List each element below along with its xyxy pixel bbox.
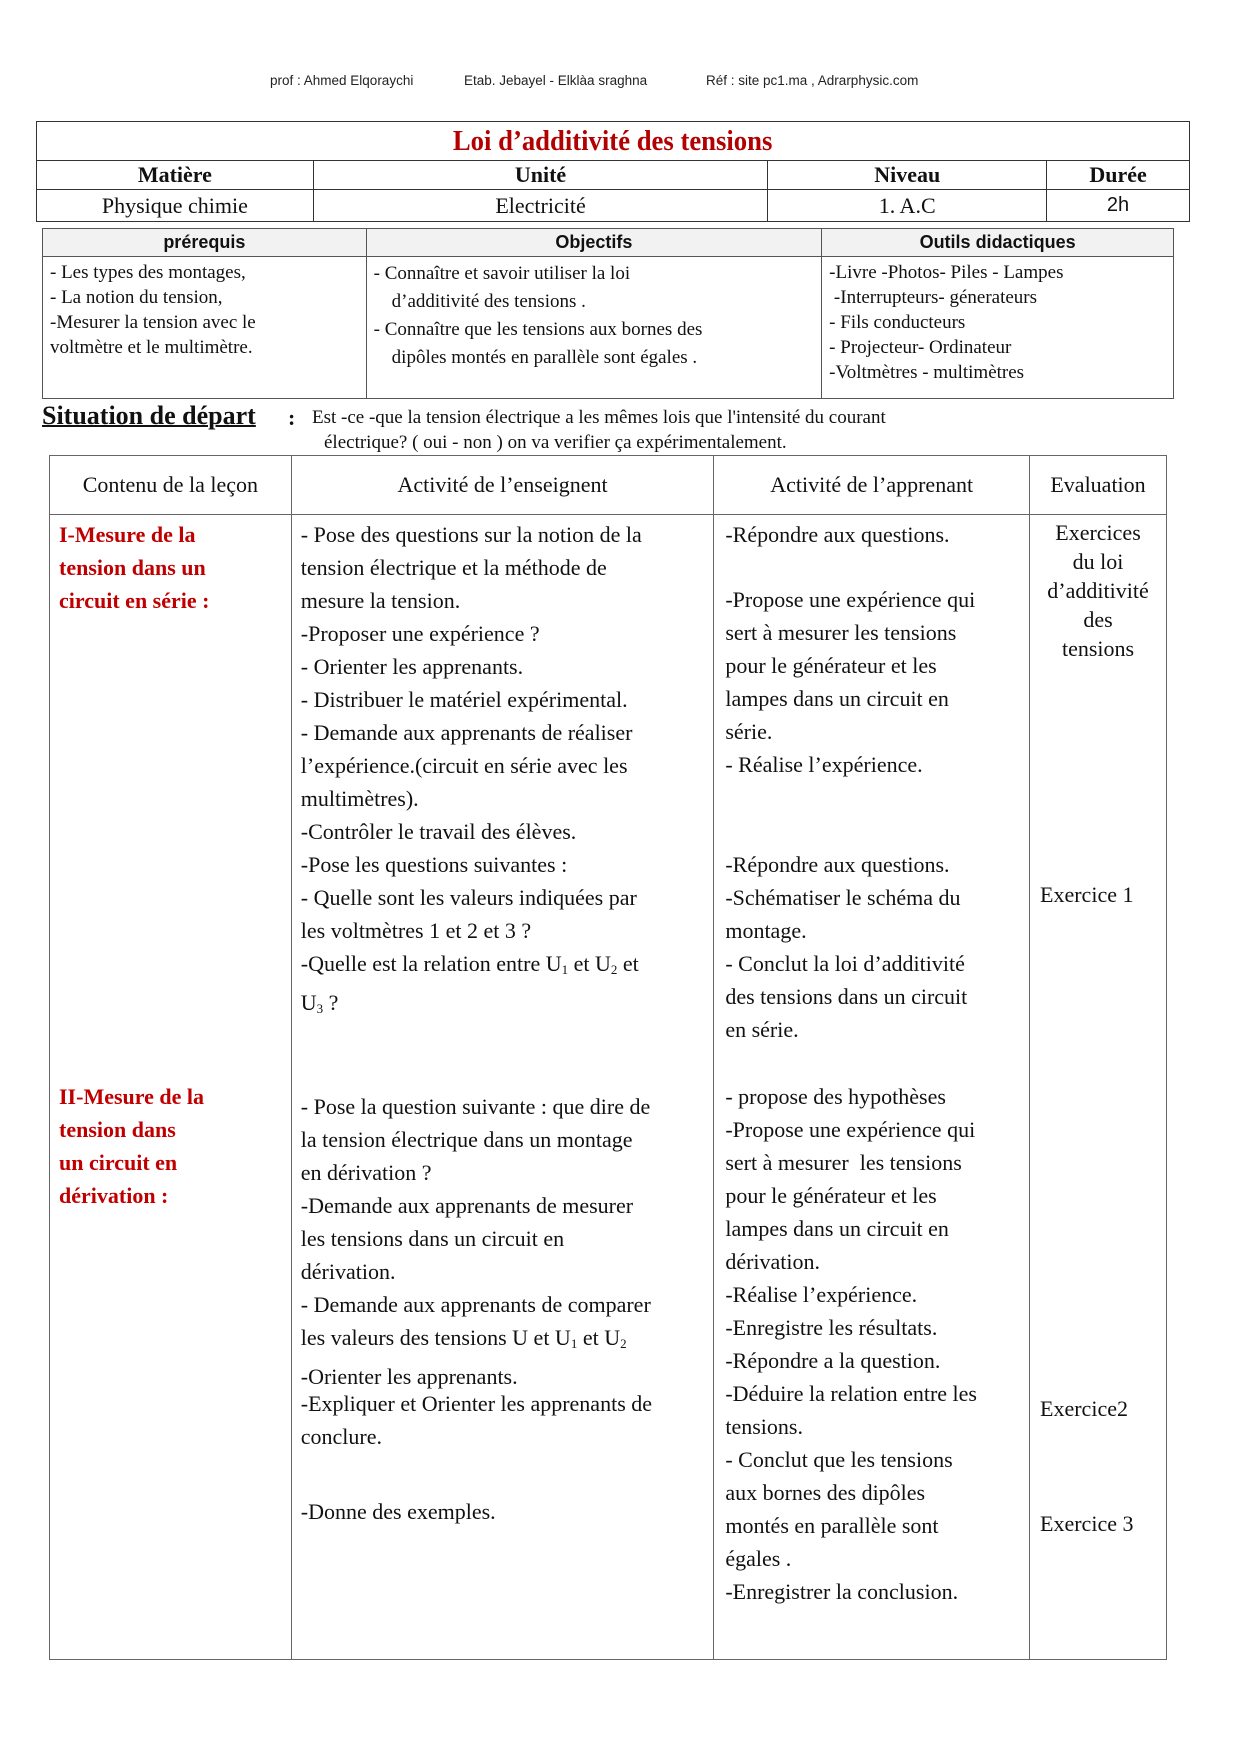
outil-item: - Projecteur- Ordinateur [829, 337, 1012, 358]
teacher-line: - Pose la question suivante : que dire de [300, 1094, 651, 1119]
header-prerequis: prérequis [43, 229, 367, 257]
objectif-item: - Connaître et savoir utiliser la loi [373, 263, 631, 284]
learner-line: - Conclut la loi d’additivité [725, 951, 965, 976]
teacher-line: - Pose des questions sur la notion de la [300, 522, 642, 547]
learner-activity-column [714, 515, 1030, 1660]
evaluation-line: d’additivité [1047, 578, 1149, 603]
evaluation-line: Exercices [1055, 520, 1141, 545]
text: -Quelle est la relation entre U [300, 951, 562, 976]
subscript: 3 [316, 1001, 324, 1016]
learner-line: -Réalise l’expérience. [725, 1282, 918, 1307]
content-column [50, 515, 292, 1660]
teacher-line: - Demande aux apprenants de comparer [300, 1292, 651, 1317]
reference-label: Réf : site pc1.ma , Adrarphysic.com [706, 73, 919, 88]
prerequis-item: - Les types des montages, [50, 262, 246, 283]
learner-line: en série. [725, 1017, 799, 1042]
learner-line: -Répondre aux questions. [725, 522, 950, 547]
learner-line: - propose des hypothèses [725, 1084, 946, 1109]
learner-line: -Enregistre les résultats. [725, 1315, 938, 1340]
teacher-activity-block-4 [301, 1495, 714, 1528]
text: et U [577, 1325, 621, 1350]
learner-line: - Conclut que les tensions [725, 1447, 953, 1472]
outils-cell [822, 257, 1174, 399]
learner-line: - Réalise l’expérience. [725, 752, 923, 777]
lesson-table [49, 455, 1167, 1660]
text: les valeurs des tensions U et U [300, 1325, 571, 1350]
teacher-line: tension électrique et la méthode de [300, 555, 607, 580]
course-info-table [36, 121, 1190, 222]
learner-line: -Répondre aux questions. [725, 852, 950, 877]
prerequis-item: voltmètre et le multimètre. [50, 337, 253, 358]
objectif-item: - Connaître que les tensions aux bornes des [373, 319, 703, 340]
evaluation-line: tensions [1061, 636, 1135, 661]
teacher-line: les voltmètres 1 et 2 et 3 ? [300, 918, 532, 943]
teacher-line: - Quelle sont les valeurs indiquées par [300, 885, 637, 910]
learner-line: montés en parallèle sont [725, 1513, 939, 1538]
subscript: 1 [570, 1336, 578, 1351]
outil-item: -Livre -Photos- Piles - Lampes [829, 262, 1064, 283]
teacher-line: -Expliquer et Orienter les apprenants de [300, 1391, 653, 1416]
header-unite: Unité [313, 161, 768, 190]
school-label: Etab. Jebayel - Elklàa sraghna [464, 73, 648, 88]
learner-line: -Schématiser le schéma du [725, 885, 961, 910]
learner-activity-block-2 [725, 848, 1029, 1046]
learner-activity-block-1 [725, 583, 1029, 781]
teacher-line: - Distribuer le matériel expérimental. [300, 687, 628, 712]
compare-line [301, 1321, 714, 1360]
evaluation-intro [1030, 518, 1166, 663]
exercise-3-label: Exercice 3 [1040, 1511, 1134, 1536]
learner-line: dérivation. [725, 1249, 821, 1274]
teacher-line: -Donne des exemples. [300, 1499, 496, 1524]
section-title-line: I-Mesure de la [59, 522, 196, 547]
header-niveau: Niveau [768, 161, 1047, 190]
header-matiere: Matière [37, 161, 314, 190]
teacher-line: -Proposer une expérience ? [300, 621, 540, 646]
section-2-title [59, 1080, 291, 1212]
situation-text-line: Est -ce -que la tension électrique a les mêmes lois que l'intensité du courant [312, 407, 886, 428]
teacher-activity-column [291, 515, 714, 1660]
learner-line: -Propose une expérience qui [725, 587, 976, 612]
header-contenu: Contenu de la leçon [50, 456, 292, 515]
situation-label: Situation de départ [42, 401, 256, 430]
outil-item: -Interrupteurs- génerateurs [829, 287, 1038, 308]
exercise-1-label: Exercice 1 [1040, 882, 1134, 907]
teacher-activity-block-3 [301, 1387, 714, 1453]
subscript: 2 [610, 962, 618, 977]
learner-line: -Enregistrer la conclusion. [725, 1579, 959, 1604]
author-label: prof : Ahmed Elqoraychi [270, 73, 414, 88]
header-objectifs: Objectifs [366, 229, 822, 257]
section-title-line: tension dans un [59, 555, 206, 580]
learner-line: sert à mesurer les tensions [725, 620, 957, 645]
learner-line: série. [725, 719, 773, 744]
lesson-title: Loi d’additivité des tensions [453, 124, 773, 157]
section-title-line: circuit en série : [59, 588, 210, 613]
section-title-line: tension dans [59, 1117, 176, 1142]
header-duree: Durée [1047, 161, 1190, 190]
learner-line: sert à mesurer les tensions [725, 1150, 962, 1175]
teacher-line: -Contrôler le travail des élèves. [300, 819, 577, 844]
objectif-item: d’additivité des tensions . [391, 291, 586, 312]
text: et U [568, 951, 611, 976]
teacher-line: les tensions dans un circuit en [300, 1226, 565, 1251]
prerequis-item: - La notion du tension, [50, 287, 223, 308]
header-activite-enseignant: Activité de l’enseignent [291, 456, 714, 515]
value-unite: Electricité [313, 190, 768, 222]
value-niveau: 1. A.C [768, 190, 1047, 222]
prerequis-item: -Mesurer la tension avec le [50, 312, 256, 333]
header-evaluation: Evaluation [1030, 456, 1167, 515]
learner-line: tensions. [725, 1414, 803, 1439]
learner-line: des tensions dans un circuit [725, 984, 968, 1009]
subscript: 1 [561, 962, 569, 977]
learner-line: égales . [725, 1546, 792, 1571]
section-title-line: II-Mesure de la [59, 1084, 205, 1109]
teacher-line: -Orienter les apprenants. [300, 1364, 518, 1389]
value-matiere: Physique chimie [37, 190, 314, 222]
exercise-2-label: Exercice2 [1040, 1396, 1128, 1421]
learner-activity-block-3 [725, 1080, 1029, 1608]
learner-line: pour le générateur et les [725, 1183, 937, 1208]
text: ? [323, 990, 339, 1015]
teacher-line: -Pose les questions suivantes : [300, 852, 568, 877]
learner-line: -Répondre a la question. [725, 1348, 941, 1373]
learner-line: lampes dans un circuit en [725, 1216, 949, 1241]
header-outils: Outils didactiques [822, 229, 1174, 257]
learner-line: montage. [725, 918, 807, 943]
overview-table [42, 228, 1174, 399]
outil-item: -Voltmètres - multimètres [829, 362, 1025, 383]
teacher-activity-block-1 [301, 518, 714, 1025]
learner-activity-answer [725, 518, 1029, 551]
value-duree: 2h [1047, 190, 1190, 222]
teacher-line: conclure. [300, 1424, 382, 1449]
situation-colon: : [288, 405, 296, 430]
learner-line: aux bornes des dipôles [725, 1480, 926, 1505]
learner-line: pour le générateur et les [725, 653, 937, 678]
teacher-line: multimètres). [300, 786, 419, 811]
situation-text-line: électrique? ( oui - non ) on va verifier ça expérimentalement. [324, 432, 787, 453]
evaluation-column [1030, 515, 1167, 1660]
section-title-line: un circuit en [59, 1150, 178, 1175]
teacher-line: mesure la tension. [300, 588, 461, 613]
teacher-line: - Orienter les apprenants. [300, 654, 524, 679]
teacher-line: en dérivation ? [300, 1160, 432, 1185]
learner-line: -Propose une expérience qui [725, 1117, 976, 1142]
teacher-line: -Demande aux apprenants de mesurer [300, 1193, 634, 1218]
teacher-line: dérivation. [300, 1259, 396, 1284]
relation-question-line [301, 947, 714, 986]
evaluation-line: du loi [1072, 549, 1124, 574]
objectif-item: dipôles montés en parallèle sont égales . [391, 347, 698, 368]
subscript: 2 [620, 1336, 627, 1351]
learner-line: lampes dans un circuit en [725, 686, 949, 711]
lesson-title-cell [37, 122, 1190, 161]
outil-item: - Fils conducteurs [829, 312, 966, 333]
teacher-activity-block-2 [301, 1090, 714, 1393]
objectifs-cell [366, 257, 822, 399]
section-title-line: dérivation : [59, 1183, 169, 1208]
header-activite-apprenant: Activité de l’apprenant [714, 456, 1030, 515]
evaluation-line: des [1083, 607, 1113, 632]
text: U [300, 990, 317, 1015]
learner-line: -Déduire la relation entre les [725, 1381, 977, 1406]
text: et [617, 951, 639, 976]
teacher-line: - Demande aux apprenants de réaliser [300, 720, 633, 745]
prerequis-cell [43, 257, 367, 399]
teacher-line: l’expérience.(circuit en série avec les [300, 753, 628, 778]
relation-question-line-2 [301, 986, 714, 1025]
teacher-line: la tension électrique dans un montage [300, 1127, 633, 1152]
section-1-title [59, 518, 291, 617]
